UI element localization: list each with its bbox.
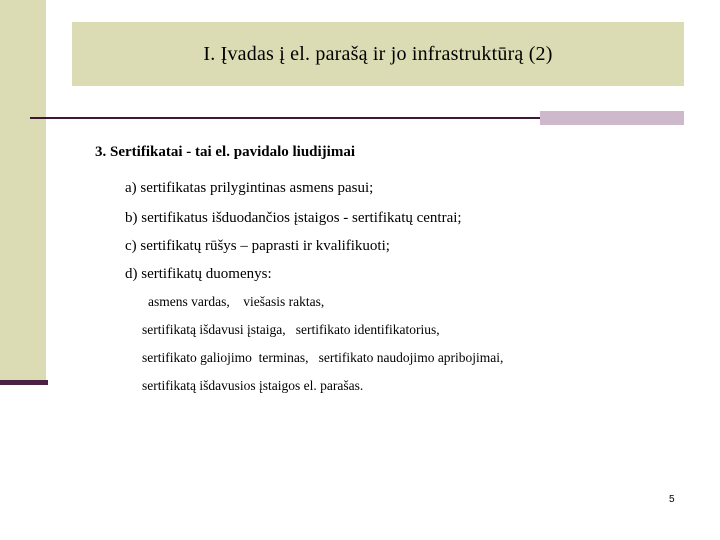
list-item: d) sertifikatų duomenys: <box>125 266 272 282</box>
list-item: c) sertifikatų rūšys – paprasti ir kvalifikuoti; <box>125 238 390 254</box>
section-heading: 3. Sertifikatai - tai el. pavidalo liudijimai <box>95 144 356 160</box>
page-number: 5 <box>669 494 675 505</box>
title-panel <box>72 22 684 86</box>
data-field-line: asmens vardas, viešasis raktas, <box>148 294 325 309</box>
data-field-line: sertifikatą išdavusi įstaiga, sertifikato identifikatorius, <box>142 322 440 337</box>
data-field-line: sertifikatą išdavusios įstaigos el. parašas. <box>142 378 364 393</box>
left-accent-rule <box>0 380 48 385</box>
list-item: b) sertifikatus išduodančios įstaigos - sertifikatų centrai; <box>125 210 462 226</box>
slide-title: I. Įvadas į el. parašą ir jo infrastruktūrą (2) <box>203 42 553 65</box>
left-accent-bar <box>0 0 46 384</box>
list-item: a) sertifikatas prilygintinas asmens pasui; <box>125 180 374 196</box>
data-field-line: sertifikato galiojimo terminas, sertifikato naudojimo apribojimai, <box>142 350 504 365</box>
title-divider-light <box>540 111 684 125</box>
title-divider-dark <box>30 117 540 119</box>
